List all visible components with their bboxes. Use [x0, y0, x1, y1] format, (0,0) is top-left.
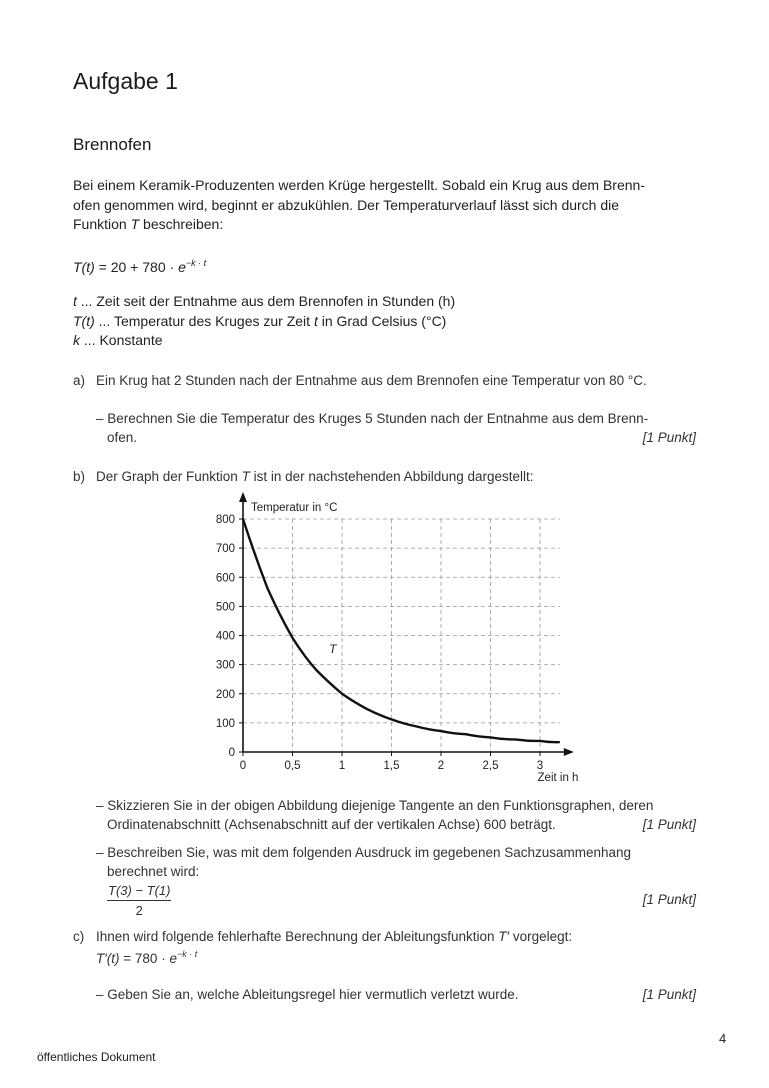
task-heading: Aufgabe 1 [73, 68, 178, 94]
intro-line-1: Bei einem Keramik-Produzenten werden Krüge hergestellt. Sobald ein Krug aus dem Brenn- [73, 177, 645, 193]
chart-axes [239, 492, 574, 756]
definition-T: T(t) ... Temperatur des Kruges zur Zeit t in Grad Celsius (°C) [73, 312, 447, 329]
part-a-points: [1 Punkt] [642, 430, 696, 445]
y-tick-label: 100 [215, 717, 235, 730]
page-number: 4 [719, 1031, 727, 1046]
part-a-label: a) [73, 373, 86, 388]
function-formula: $T(t) = 20 + 780 \cdot e^{-k \cdot t}$ [73, 258, 207, 275]
footer-note: öffentliches Dokument [37, 1050, 156, 1064]
x-tick-label: 0,5 [284, 760, 301, 772]
intro-line-3: Funktion T beschreiben: [73, 216, 224, 232]
derivative-formula: $T'(t) = 780 \cdot e^{-k \cdot t}$ [96, 949, 198, 966]
temperature-chart [200, 492, 580, 792]
y-tick-label: 600 [215, 572, 235, 585]
y-tick-label: 700 [215, 543, 235, 556]
x-tick-label: 0 [239, 760, 247, 772]
y-tick-label: 500 [215, 601, 235, 614]
series-label-T: T [329, 641, 337, 656]
part-b-task-2-points: [1 Punkt] [642, 892, 696, 907]
part-c-task: – Geben Sie an, welche Ableitungsregel hier vermutlich verletzt wurde. [1 Punkt] [96, 987, 696, 1002]
part-b-label: b) [73, 469, 86, 484]
definition-k: k ... Konstante [73, 332, 163, 348]
definition-t: t ... Zeit seit der Entnahme aus dem Brennofen in Stunden (h) [73, 293, 456, 309]
y-tick-label: 300 [215, 659, 235, 672]
chart-ticks [216, 514, 543, 772]
variable-definitions [73, 292, 455, 351]
x-tick-label: 2,5 [482, 760, 499, 772]
y-tick-label: 0 [228, 747, 235, 759]
part-c-points: [1 Punkt] [642, 987, 696, 1002]
series-line-T [243, 519, 560, 742]
part-b-task-1: – Skizzieren Sie in der obigen Abbildung diejenige Tangente an den Funktionsgraphen, deren Ordinatenabschnitt (Achsenabschnitt auf der vertikalen Achse) 600 beträgt. [1 Punkt] [96, 798, 696, 832]
difference-quotient: $\frac{T(3) - T(1)}{2}$ [108, 883, 171, 918]
part-a-text: Ein Krug hat 2 Stunden nach der Entnahme aus dem Brennofen eine Temperatur von 80 °C. [96, 373, 647, 388]
x-tick-label: 1 [338, 760, 346, 772]
y-tick-label: 800 [215, 514, 235, 526]
y-tick-label: 200 [215, 688, 235, 701]
task-subheading: Brennofen [73, 135, 152, 154]
part-c-text: Ihnen wird folgende fehlerhafte Berechnung der Ableitungsfunktion T′ vorgelegt: [96, 929, 573, 944]
x-tick-label: 3 [536, 760, 544, 772]
x-tick-label: 2 [437, 760, 445, 772]
part-c-label: c) [73, 929, 85, 944]
intro-paragraph [73, 176, 713, 235]
part-b-text: Der Graph der Funktion T ist in der nachstehenden Abbildung dargestellt: [96, 469, 534, 484]
part-b-task-1-points: [1 Punkt] [642, 817, 696, 832]
x-tick-label: 1,5 [383, 760, 400, 772]
y-axis-label: Temperatur in °C [251, 502, 338, 514]
y-tick-label: 400 [215, 630, 235, 643]
part-b-task-2: – Beschreiben Sie, was mit dem folgenden Ausdruck im gegebenen Sachzusammenhang berechnet wird: $\frac{T(3) - T(1)}{2}$ [1 Punkt] [96, 845, 696, 918]
part-a-task: – Berechnen Sie die Temperatur des Kruges 5 Stunden nach der Entnahme aus dem Brenn- ofen. [1 Punkt] [96, 411, 696, 445]
intro-line-2: ofen genommen wird, beginnt er abzukühlen. Der Temperaturverlauf lässt sich durch die [73, 196, 620, 213]
y-axis-arrow [239, 492, 247, 502]
x-axis-arrow [564, 748, 574, 756]
x-axis-label: Zeit in h [537, 772, 579, 784]
